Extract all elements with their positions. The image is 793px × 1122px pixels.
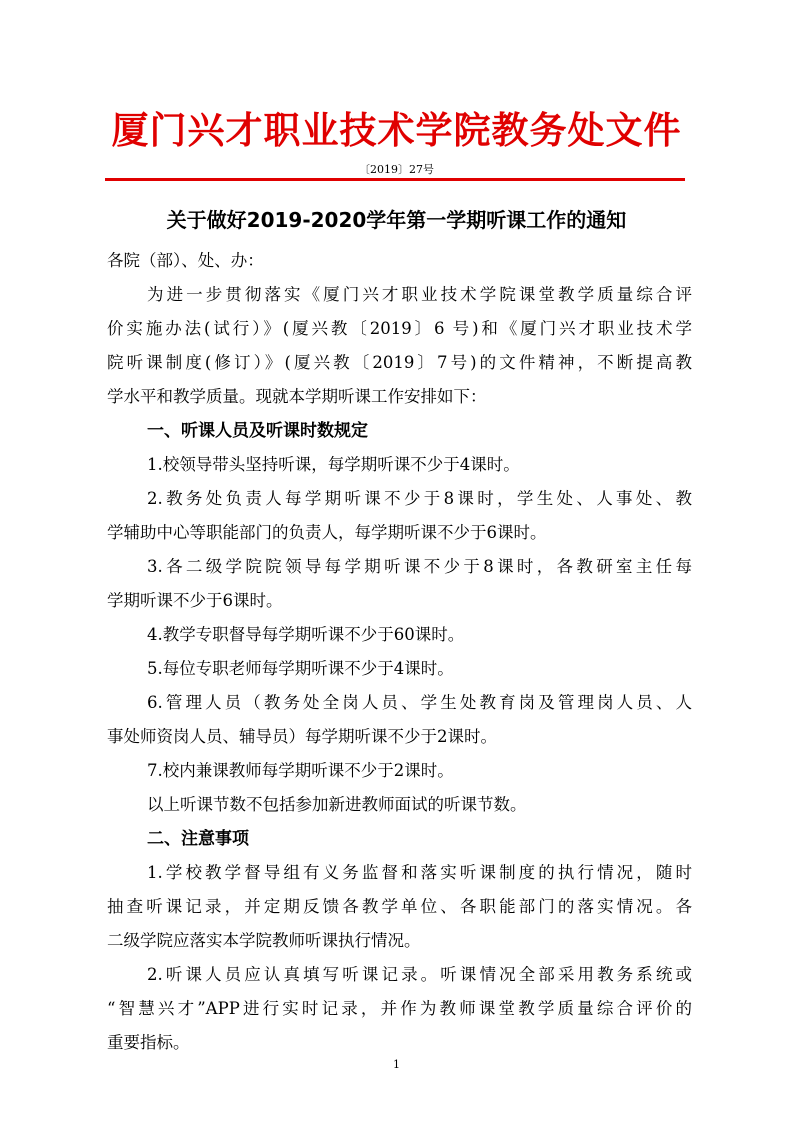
body-line: 院听课制度(修订）》(厦兴教〔2019〕7号)的文件精神，不断提高教 (107, 353, 692, 372)
body-line: 学水平和教学质量。现就本学期听课工作安排如下： (107, 387, 487, 406)
list-item: 2.听课人员应认真填写听课记录。听课情况全部采用教务系统或 (147, 965, 692, 984)
section-heading: 一、听课人员及听课时数规定 (147, 421, 368, 441)
red-divider (105, 178, 685, 181)
page-number: 1 (393, 1058, 400, 1071)
body-line: 以上听课节数不包括参加新进教师面试的听课节数。 (147, 795, 527, 814)
document-header-title: 厦门兴才职业技术学院教务处文件 (111, 108, 682, 152)
list-item: 1.学校教学督导组有义务监督和落实听课制度的执行情况，随时 (147, 863, 692, 882)
list-item: 7.校内兼课教师每学期听课不少于2课时。 (147, 761, 454, 780)
list-item: 1.校领导带头坚持听课，每学期听课不少于4课时。 (147, 455, 520, 474)
document-number: 〔2019〕27号 (359, 163, 434, 176)
list-item-continuation: 学期听课不少于6课时。 (107, 591, 283, 610)
list-item-continuation: 重要指标。 (107, 1033, 190, 1052)
list-item: 6.管理人员（教务处全岗人员、学生处教育岗及管理岗人员、人 (147, 693, 692, 712)
list-item: 3.各二级学院院领导每学期听课不少于8课时，各教研室主任每 (147, 557, 692, 576)
list-item: 4.教学专职督导每学期听课不少于60课时。 (147, 625, 465, 644)
section-heading: 二、注意事项 (147, 829, 249, 849)
salutation: 各院（部）、处、办： (107, 251, 264, 270)
body-line: 价实施办法(试行）》(厦兴教〔2019〕6 号)和《厦门兴才职业技术学 (107, 319, 692, 338)
body-line: 为进一步贯彻落实《厦门兴才职业技术学院课堂教学质量综合评 (147, 285, 692, 304)
list-item-continuation: 学辅助中心等职能部门的负责人，每学期听课不少于6课时。 (107, 523, 547, 542)
list-item: 5.每位专职老师每学期听课不少于4课时。 (147, 659, 454, 678)
list-item-continuation: 二级学院应落实本学院教师听课执行情况。 (107, 931, 421, 950)
list-item-continuation: 事处师资岗人员、辅导员）每学期听课不少于2课时。 (107, 727, 497, 746)
notice-title: 关于做好2019-2020学年第一学期听课工作的通知 (166, 208, 627, 232)
list-item: 2.教务处负责人每学期听课不少于8课时，学生处、人事处、教 (147, 489, 692, 508)
list-item-continuation: 抽查听课记录，并定期反馈各教学单位、各职能部门的落实情况。各 (107, 897, 692, 916)
list-item-continuation: “智慧兴才”APP进行实时记录，并作为教师课堂教学质量综合评价的 (107, 999, 692, 1018)
